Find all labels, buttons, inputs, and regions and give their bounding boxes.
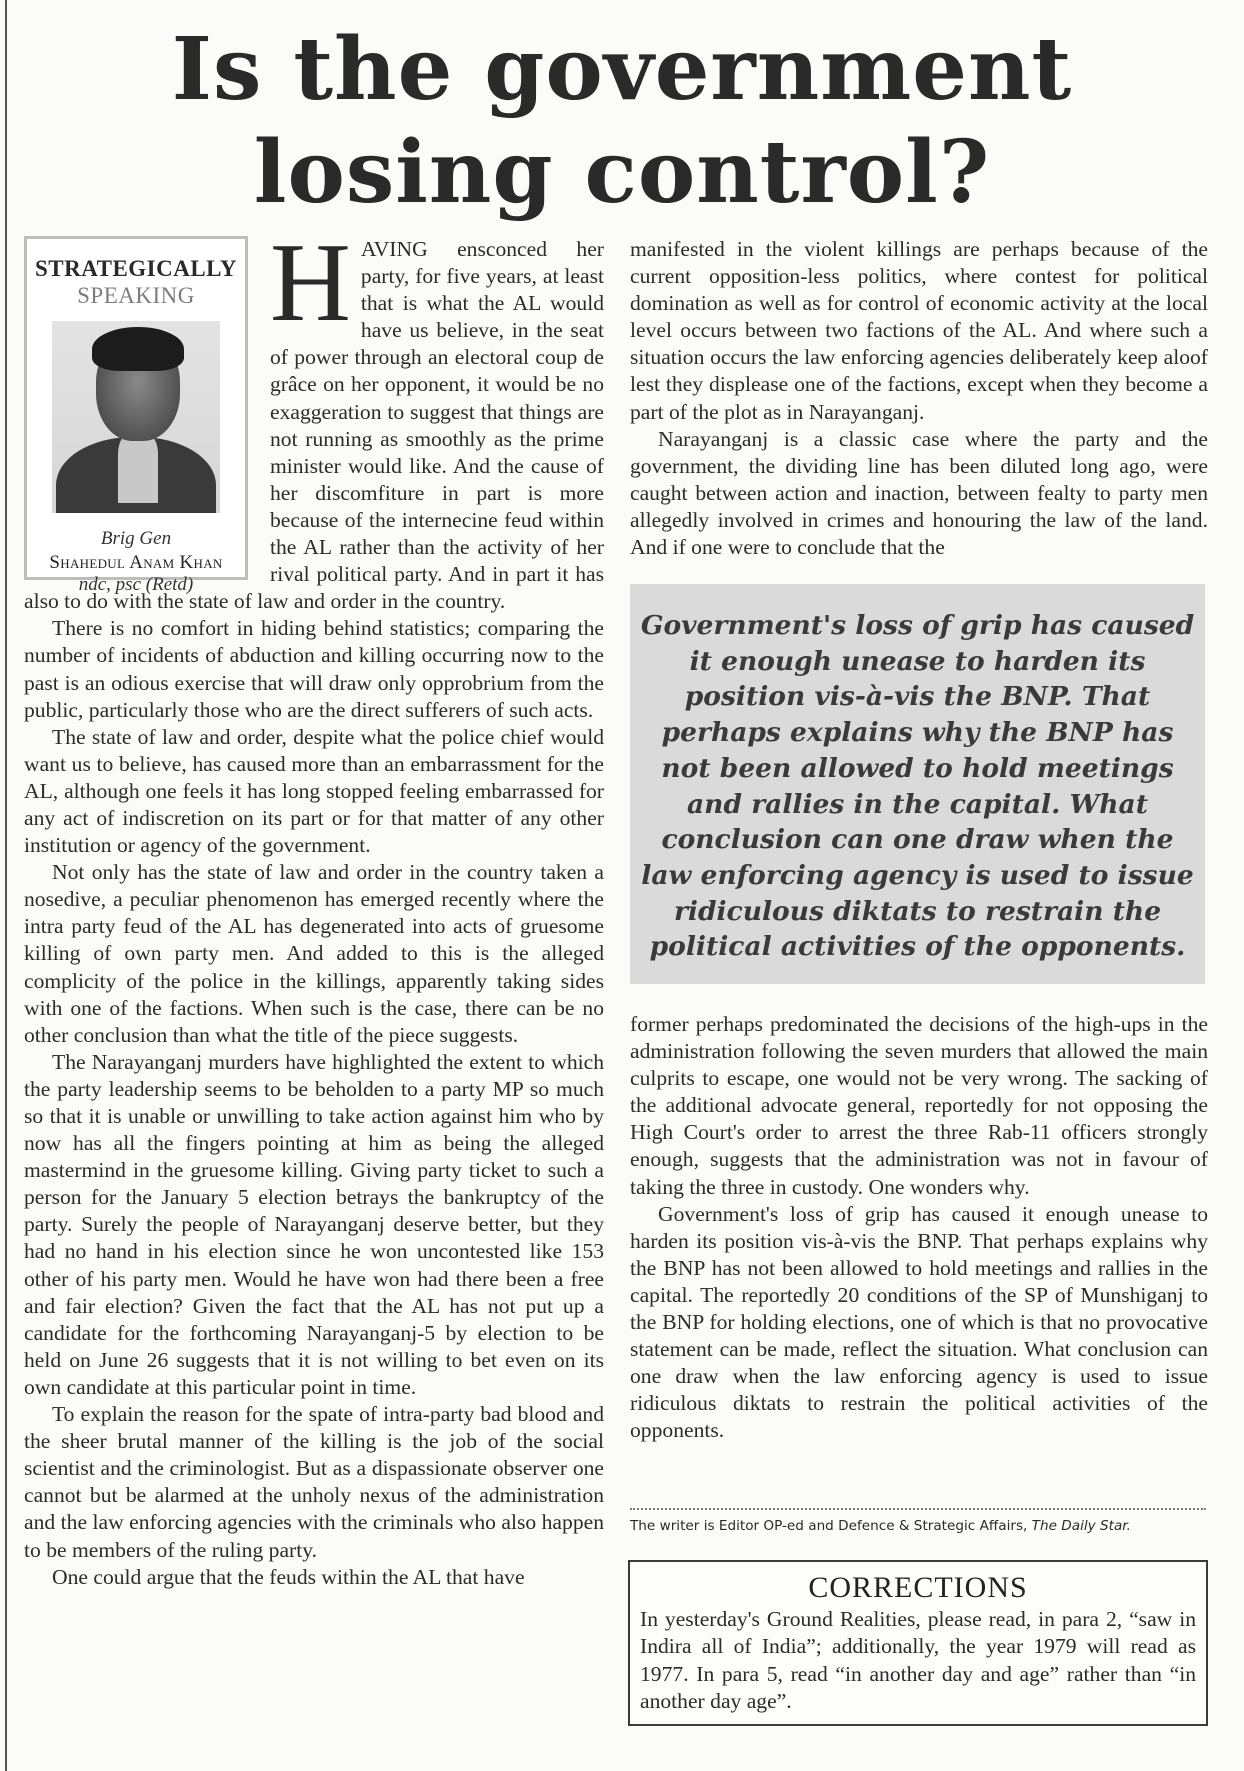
article-column-right-bottom [630,1011,1208,1445]
article-paragraph-7: One could argue that the feuds within the AL that have [52,1564,525,1589]
corrections-title: CORRECTIONS [808,1571,1028,1604]
article-paragraph-3: The state of law and order, despite what the police chief would want us to believe, has caused more than an embarrassment for the AL, although one feels it has long stopped feeling embarrassed for any act of indiscretion on its part or for that matter of any other institution or agency of the government. [24,724,604,858]
publication-name: The Daily Star. [1031,1518,1131,1534]
headline [0,18,1244,224]
author-name: Shahedul Anam Khan [49,552,223,574]
article-paragraph-7-continued: manifested in the violent killings are perhaps because of the current opposition-less politics, where contest for political domination as well as for control of economic activity at the local level occurs between two factions of the AL. And where such a situation occurs the law enforcing agencies deliberately keep aloof lest they displease one of the factions, except when they become a part of the plot as in Narayanganj. [630,237,1208,424]
byline-box [24,236,248,596]
article-paragraph-6: To explain the reason for the spate of intra-party bad blood and the sheer brutal manner of the killing is the job of the social scientist and the criminologist. But as a dispassionate observer one cannot but be alarmed at the unholy nexus of the administration and the law enforcing agencies with the criminals who also happen to be members of the ruling party. [24,1402,604,1562]
author-qualifications: ndc, psc (Retd) [78,574,194,596]
paragraph-1-text: AVING ensconced her party, for five years, at least that is what the AL would have us believe, in the seat of power through an electoral coup de grâce on her opponent, it would be no exaggeration to suggest that things are not running as smoothly as the prime minister would like. And the cause of her discomfiture in part is more because of the internecine feud within the AL rather than the activity of her rival political party. And in part it has also to do with the state of law and order in the country. [24,237,604,614]
author-rank: Brig Gen [100,528,172,549]
page-edge-line [5,0,7,1771]
column-name-line-2: SPEAKING [77,283,195,308]
article-paragraph-8: Narayanganj is a classic case where the party and the government, the dividing line has been diluted long ago, were caught between action and inaction, between fealty to party men allegedly involved in crimes and honouring the law of the land. And if one were to conclude that the [630,426,1208,560]
dotted-divider [630,1508,1206,1510]
pull-quote: Government's loss of grip has caused it enough unease to harden its position vis-à-vis the BNP. That perhaps explains why the BNP has not been allowed to hold meetings and rallies in the capital. What conclusion can one draw when the law enforcing agency is used to issue ridiculous diktats to restrain the political activities of the opponents. [630,584,1205,984]
article-paragraph-9: Government's loss of grip has caused it enough unease to harden its position vis-à-vis the BNP. That perhaps explains why the BNP has not been allowed to hold meetings and rallies in the capital. The reportedly 20 conditions of the SP of Munshiganj to the BNP for holding elections, one of which is that no provocative statement can be made, reflect the situation. What conclusion can one draw when the law enforcing agency is used to issue ridiculous diktats to restrain the political activities of the opponents. [630,1201,1208,1443]
article-paragraph-8-continued: former perhaps predominated the decisions of the high-ups in the administration following the seven murders that allowed the main culprits to escape, one would not be very wrong. The sacking of the additional advocate general, reportedly for not opposing the High Court's order to arrest the three Rab-11 officers strongly enough, suggests that the administration was not in favour of taking the three in custody. One wonders why. [630,1012,1208,1199]
column-name-line-1: STRATEGICALLY [34,256,238,281]
corrections-box [628,1560,1208,1726]
column-name [27,255,245,309]
writer-note [630,1518,1230,1534]
corrections-text: In yesterday's Ground Realities, please read, in para 2, “saw in Indira all of India”; additionally, the year 1979 will read as 1977. In para 5, read “in another day and age” rather than “in another day age”. [640,1607,1196,1713]
article-paragraph-5: The Narayanganj murders have highlighted the extent to which the party leadership seems to be beholden to a party MP so much so that it is unable or unwilling to take action against him who by now has all the fingers pointing at him as being the alleged mastermind in the gruesome killing. Giving party ticket to such a person for the January 5 election betrays the bankruptcy of the party. Surely the people of Narayanganj deserve better, but they had no hand in his election since he won uncontested like 153 other of his party men. Would he have won had there been a free and fair election? Given the fact that the AL has not put up a candidate for the forthcoming Narayanganj-5 by election to be held on June 26 suggests that it is not willing to bet even on its own candidate at this particular point in time. [24,1049,604,1399]
author-photo [52,321,220,513]
article-paragraph-4: Not only has the state of law and order in the country taken a nosedive, a peculiar phenomenon has emerged recently where the intra party feud of the AL has degenerated into acts of gruesome killing of own party men. And added to this is the alleged complicity of the police in the killings, apparently taking sides with one of the factions. When such is the case, there can be no other conclusion than what the title of the piece suggests. [24,860,604,1047]
drop-cap: H [270,221,351,345]
headline-line-2: losing control? [253,122,991,223]
headline-line-1: Is the government [171,19,1073,120]
article-paragraph-2: There is no comfort in hiding behind statistics; comparing the number of incidents of abduction and killing occurring now to the past is an odious exercise that will draw only opprobrium from the public, particularly those who are the direct sufferers of such acts. [24,616,604,722]
article-column-left [24,221,604,1591]
article-column-right-top [630,236,1208,561]
writer-note-text: The writer is Editor OP-ed and Defence & Strategic Affairs, [630,1518,1032,1534]
